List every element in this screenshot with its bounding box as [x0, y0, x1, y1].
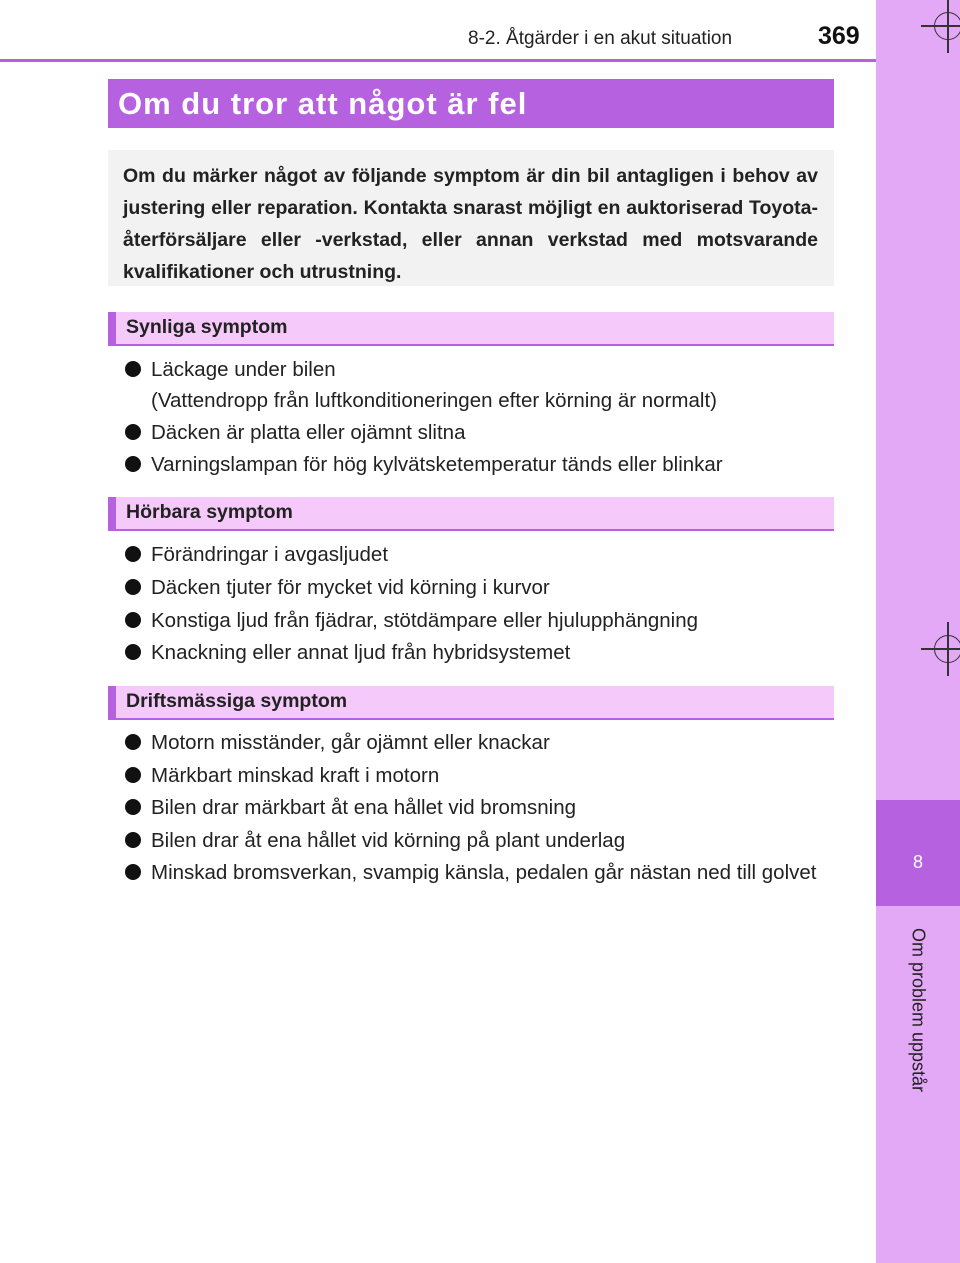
list-item — [125, 637, 835, 668]
list-item — [125, 539, 835, 570]
page-number: 369 — [818, 22, 860, 50]
list-item-note: (Vattendropp från luftkonditioneringen efter körning är normalt) — [151, 389, 717, 412]
list-item-text: Varningslampan för hög kylvätsketemperatur tänds eller blinkar — [151, 453, 723, 476]
section-heading-label: Synliga symptom — [126, 316, 288, 338]
registration-mark-icon — [934, 12, 960, 40]
section-heading-visible — [108, 312, 834, 346]
bullet-icon — [125, 832, 141, 848]
section-heading-operational — [108, 686, 834, 720]
list-item — [125, 857, 835, 888]
bullet-icon — [125, 456, 141, 472]
list-item-text: Läckage under bilen — [151, 358, 336, 381]
bullet-icon — [125, 767, 141, 783]
list-item-text: Däcken tjuter för mycket vid körning i kurvor — [151, 576, 550, 599]
list-item — [125, 449, 835, 480]
list-item — [125, 727, 835, 758]
list-item-text: Däcken är platta eller ojämnt slitna — [151, 421, 466, 444]
registration-mark-icon — [934, 635, 960, 663]
list-item — [125, 792, 835, 823]
list-item — [125, 417, 835, 448]
section-heading-label: Hörbara symptom — [126, 501, 293, 523]
section-heading-audible — [108, 497, 834, 531]
bullet-icon — [125, 644, 141, 660]
list-item-text: Motorn misständer, går ojämnt eller knackar — [151, 731, 550, 754]
list-item-text: Knackning eller annat ljud från hybridsystemet — [151, 641, 571, 664]
bullet-icon — [125, 424, 141, 440]
list-item — [125, 354, 835, 416]
list-item — [125, 572, 835, 603]
running-header-section: 8-2. Åtgärder i en akut situation — [468, 28, 733, 49]
list-item-text: Bilen drar åt ena hållet vid körning på plant underlag — [151, 829, 626, 852]
list-item-text: Minskad bromsverkan, svampig känsla, pedalen går nästan ned till golvet — [151, 861, 817, 884]
bullet-icon — [125, 612, 141, 628]
bullet-icon — [125, 799, 141, 815]
list-item-text: Märkbart minskad kraft i motorn — [151, 764, 440, 787]
list-item — [125, 760, 835, 791]
list-item — [125, 825, 835, 856]
bullet-icon — [125, 546, 141, 562]
page-title: Om du tror att något är fel — [108, 79, 834, 128]
bullet-icon — [125, 864, 141, 880]
bullet-icon — [125, 734, 141, 750]
list-item-text: Bilen drar märkbart åt ena hållet vid bromsning — [151, 796, 577, 819]
section-heading-label: Driftsmässiga symptom — [126, 690, 348, 712]
bullet-icon — [125, 579, 141, 595]
header-divider — [0, 59, 876, 62]
chapter-label: Om problem uppstår — [908, 927, 929, 1093]
list-item — [125, 605, 835, 636]
list-item-text: Förändringar i avgasljudet — [151, 543, 389, 566]
list-item-text: Konstiga ljud från fjädrar, stötdämpare eller hjulupphängning — [151, 609, 699, 632]
chapter-number: 8 — [912, 852, 923, 872]
bullet-icon — [125, 361, 141, 377]
intro-notice: Om du märker något av följande symptom är din bil antagligen i behov av justering eller reparation. Kontakta snarast möjligt en auktoriserad Toyota-återförsäljare eller -verkstad, eller annan verkstad med motsvarande kvalifikationer och utrustning. — [108, 150, 834, 286]
